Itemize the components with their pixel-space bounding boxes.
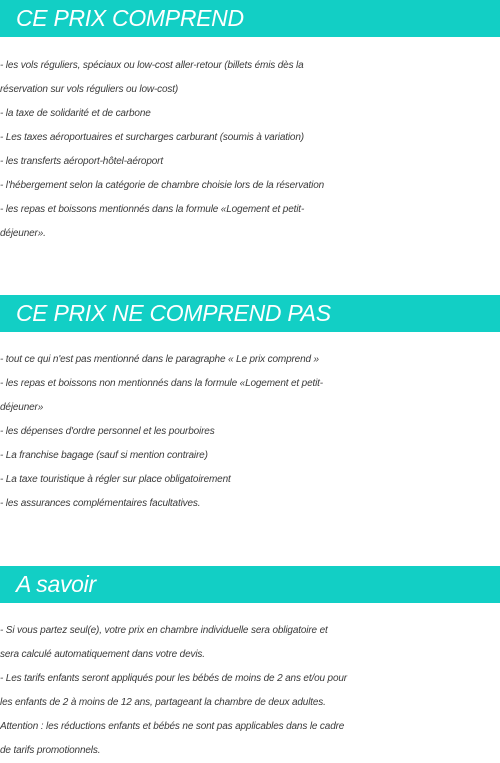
section-price-includes bbox=[0, 0, 500, 246]
section-good-to-know bbox=[0, 566, 500, 763]
text-line: - les assurances complémentaires facultatives. bbox=[0, 498, 201, 509]
text-line: réservation sur vols réguliers ou low-cost) bbox=[0, 84, 179, 95]
text-line: - les dépenses d'ordre personnel et les pourboires bbox=[0, 426, 215, 437]
text-line: - les vols réguliers, spéciaux ou low-cost aller-retour (billets émis dès la bbox=[0, 60, 304, 71]
text-line: - l'hébergement selon la catégorie de chambre choisie lors de la réservation bbox=[0, 180, 325, 191]
text-line: - les repas et boissons non mentionnés dans la formule «Logement et petit- bbox=[0, 378, 323, 389]
section-header bbox=[0, 295, 500, 332]
text-line: - Les taxes aéroportuaires et surcharges carburant (soumis à variation) bbox=[0, 132, 304, 143]
text-line: - Les tarifs enfants seront appliqués pour les bébés de moins de 2 ans et/ou pour bbox=[0, 673, 347, 684]
text-line: déjeuner» bbox=[0, 402, 44, 413]
section-title: CE PRIX NE COMPREND PAS bbox=[16, 300, 331, 326]
text-line: - les transferts aéroport-hôtel-aéroport bbox=[0, 156, 163, 167]
text-line: - la taxe de solidarité et de carbone bbox=[0, 108, 151, 119]
section-body bbox=[0, 348, 500, 516]
section-title: A savoir bbox=[16, 571, 96, 597]
section-title: CE PRIX COMPREND bbox=[16, 5, 244, 31]
text-line: - tout ce qui n'est pas mentionné dans le paragraphe « Le prix comprend » bbox=[0, 354, 319, 365]
text-line: de tarifs promotionnels. bbox=[0, 745, 101, 756]
text-line: - La franchise bagage (sauf si mention contraire) bbox=[0, 450, 208, 461]
section-header bbox=[0, 0, 500, 37]
section-header bbox=[0, 566, 500, 603]
text-line: - La taxe touristique à régler sur place obligatoirement bbox=[0, 474, 231, 485]
text-line: - Si vous partez seul(e), votre prix en chambre individuelle sera obligatoire et bbox=[0, 625, 328, 636]
text-line: - les repas et boissons mentionnés dans la formule «Logement et petit- bbox=[0, 204, 305, 215]
section-body bbox=[0, 619, 500, 763]
section-body bbox=[0, 54, 500, 246]
section-price-excludes bbox=[0, 295, 500, 516]
text-line: les enfants de 2 à moins de 12 ans, partageant la chambre de deux adultes. bbox=[0, 697, 326, 708]
text-line: sera calculé automatiquement dans votre devis. bbox=[0, 649, 205, 660]
text-line: déjeuner». bbox=[0, 228, 46, 239]
text-line: Attention : les réductions enfants et bébés ne sont pas applicables dans le cadre bbox=[0, 721, 345, 732]
